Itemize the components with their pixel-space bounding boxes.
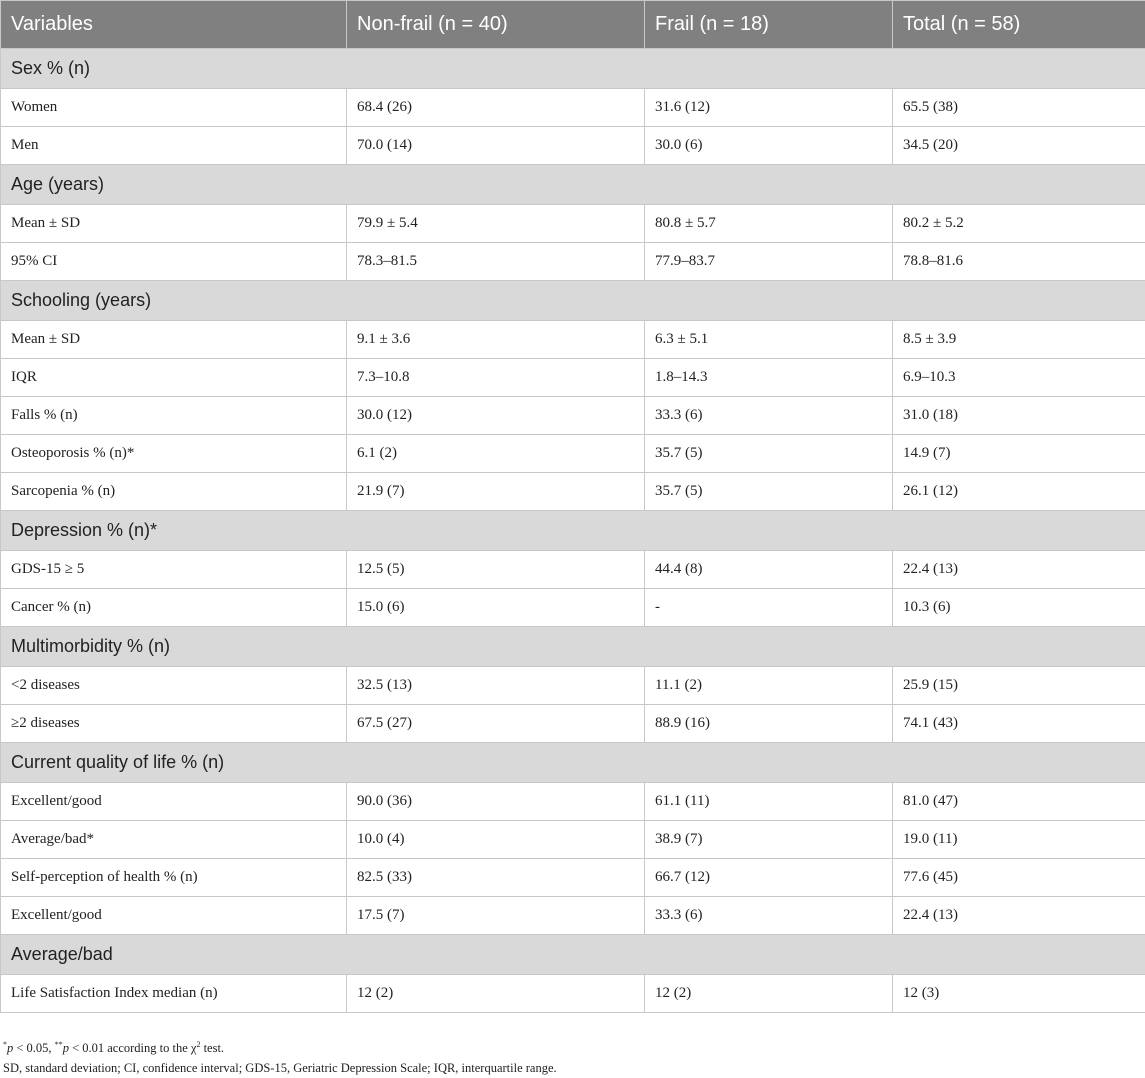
cell-variable: Falls % (n) xyxy=(1,397,347,435)
section-label: Depression % (n)* xyxy=(1,511,1145,551)
header-non-frail: Non-frail (n = 40) xyxy=(347,1,645,49)
cell-non-frail: 70.0 (14) xyxy=(347,127,645,165)
cell-frail: 77.9–83.7 xyxy=(645,243,893,281)
cell-total: 22.4 (13) xyxy=(893,897,1145,935)
cell-variable: Cancer % (n) xyxy=(1,589,347,627)
cell-frail: - xyxy=(645,589,893,627)
section-label: Age (years) xyxy=(1,165,1145,205)
cell-total: 19.0 (11) xyxy=(893,821,1145,859)
footnote-superscript: 2 xyxy=(196,1040,200,1049)
section-row xyxy=(1,49,1145,89)
table-row xyxy=(1,551,1145,589)
cell-variable: 95% CI xyxy=(1,243,347,281)
cell-frail: 44.4 (8) xyxy=(645,551,893,589)
cell-total: 25.9 (15) xyxy=(893,667,1145,705)
section-row xyxy=(1,165,1145,205)
footnote-text: < 0.01 according to the χ xyxy=(69,1041,197,1055)
table-row xyxy=(1,321,1145,359)
section-row xyxy=(1,743,1145,783)
table-row xyxy=(1,705,1145,743)
section-label: Average/bad xyxy=(1,935,1145,975)
footnote-p-symbol: p xyxy=(7,1041,13,1055)
cell-non-frail: 7.3–10.8 xyxy=(347,359,645,397)
table-row xyxy=(1,473,1145,511)
cell-total: 74.1 (43) xyxy=(893,705,1145,743)
header-variables: Variables xyxy=(1,1,347,49)
table-row xyxy=(1,243,1145,281)
cell-total: 10.3 (6) xyxy=(893,589,1145,627)
cell-variable: ≥2 diseases xyxy=(1,705,347,743)
cell-frail: 6.3 ± 5.1 xyxy=(645,321,893,359)
cell-frail: 35.7 (5) xyxy=(645,435,893,473)
cell-total: 31.0 (18) xyxy=(893,397,1145,435)
cell-non-frail: 68.4 (26) xyxy=(347,89,645,127)
cell-total: 81.0 (47) xyxy=(893,783,1145,821)
section-label: Schooling (years) xyxy=(1,281,1145,321)
cell-variable: Sarcopenia % (n) xyxy=(1,473,347,511)
cell-frail: 1.8–14.3 xyxy=(645,359,893,397)
cell-non-frail: 78.3–81.5 xyxy=(347,243,645,281)
cell-total: 6.9–10.3 xyxy=(893,359,1145,397)
section-label: Multimorbidity % (n) xyxy=(1,627,1145,667)
cell-variable: Average/bad* xyxy=(1,821,347,859)
header-frail: Frail (n = 18) xyxy=(645,1,893,49)
footnote-mark: * xyxy=(3,1040,7,1049)
cell-non-frail: 17.5 (7) xyxy=(347,897,645,935)
table-row xyxy=(1,667,1145,705)
section-row xyxy=(1,935,1145,975)
table-row xyxy=(1,821,1145,859)
footnote-significance xyxy=(3,1038,557,1058)
cell-non-frail: 32.5 (13) xyxy=(347,667,645,705)
cell-total: 77.6 (45) xyxy=(893,859,1145,897)
cell-variable: Women xyxy=(1,89,347,127)
cell-total: 34.5 (20) xyxy=(893,127,1145,165)
cell-variable: Mean ± SD xyxy=(1,321,347,359)
footnote-text: test. xyxy=(200,1041,224,1055)
cell-total: 22.4 (13) xyxy=(893,551,1145,589)
section-label: Current quality of life % (n) xyxy=(1,743,1145,783)
table-row xyxy=(1,897,1145,935)
cell-non-frail: 90.0 (36) xyxy=(347,783,645,821)
section-label: Sex % (n) xyxy=(1,49,1145,89)
cell-variable: Excellent/good xyxy=(1,783,347,821)
table-header xyxy=(1,1,1145,49)
cell-frail: 80.8 ± 5.7 xyxy=(645,205,893,243)
table-row xyxy=(1,89,1145,127)
table-row xyxy=(1,783,1145,821)
table-body xyxy=(1,49,1145,1013)
footnote-text: < 0.05, xyxy=(13,1041,54,1055)
table-row xyxy=(1,859,1145,897)
cell-frail: 61.1 (11) xyxy=(645,783,893,821)
cell-non-frail: 12 (2) xyxy=(347,975,645,1013)
cell-non-frail: 12.5 (5) xyxy=(347,551,645,589)
cell-variable: Men xyxy=(1,127,347,165)
cell-non-frail: 21.9 (7) xyxy=(347,473,645,511)
cell-variable: Osteoporosis % (n)* xyxy=(1,435,347,473)
cell-non-frail: 15.0 (6) xyxy=(347,589,645,627)
cell-frail: 88.9 (16) xyxy=(645,705,893,743)
header-total: Total (n = 58) xyxy=(893,1,1145,49)
table-row xyxy=(1,975,1145,1013)
table-row xyxy=(1,435,1145,473)
cell-non-frail: 82.5 (33) xyxy=(347,859,645,897)
cell-total: 65.5 (38) xyxy=(893,89,1145,127)
cell-non-frail: 30.0 (12) xyxy=(347,397,645,435)
cell-non-frail: 9.1 ± 3.6 xyxy=(347,321,645,359)
cell-frail: 12 (2) xyxy=(645,975,893,1013)
cell-frail: 66.7 (12) xyxy=(645,859,893,897)
cell-frail: 35.7 (5) xyxy=(645,473,893,511)
table-row xyxy=(1,397,1145,435)
footnote-mark: ** xyxy=(55,1040,63,1049)
cell-total: 78.8–81.6 xyxy=(893,243,1145,281)
section-row xyxy=(1,511,1145,551)
cell-total: 80.2 ± 5.2 xyxy=(893,205,1145,243)
section-row xyxy=(1,281,1145,321)
header-row xyxy=(1,1,1145,49)
cell-total: 26.1 (12) xyxy=(893,473,1145,511)
table-row xyxy=(1,127,1145,165)
cell-total: 14.9 (7) xyxy=(893,435,1145,473)
cell-non-frail: 67.5 (27) xyxy=(347,705,645,743)
cell-variable: IQR xyxy=(1,359,347,397)
cell-frail: 11.1 (2) xyxy=(645,667,893,705)
cell-frail: 31.6 (12) xyxy=(645,89,893,127)
footnote-abbreviations: SD, standard deviation; CI, confidence interval; GDS-15, Geriatric Depression Scale; IQR, interquartile range. xyxy=(3,1058,557,1078)
cell-variable: Self-perception of health % (n) xyxy=(1,859,347,897)
cell-frail: 38.9 (7) xyxy=(645,821,893,859)
cell-variable: Life Satisfaction Index median (n) xyxy=(1,975,347,1013)
cell-variable: Mean ± SD xyxy=(1,205,347,243)
table-row xyxy=(1,205,1145,243)
cell-frail: 33.3 (6) xyxy=(645,397,893,435)
cell-non-frail: 10.0 (4) xyxy=(347,821,645,859)
cell-total: 8.5 ± 3.9 xyxy=(893,321,1145,359)
cell-variable: Excellent/good xyxy=(1,897,347,935)
cell-variable: <2 diseases xyxy=(1,667,347,705)
cell-non-frail: 79.9 ± 5.4 xyxy=(347,205,645,243)
cell-non-frail: 6.1 (2) xyxy=(347,435,645,473)
table-row xyxy=(1,589,1145,627)
footnote-p-symbol: p xyxy=(63,1041,69,1055)
table-row xyxy=(1,359,1145,397)
cell-total: 12 (3) xyxy=(893,975,1145,1013)
cell-frail: 30.0 (6) xyxy=(645,127,893,165)
table-footnotes xyxy=(3,1038,557,1078)
cell-variable: GDS-15 ≥ 5 xyxy=(1,551,347,589)
cell-frail: 33.3 (6) xyxy=(645,897,893,935)
section-row xyxy=(1,627,1145,667)
